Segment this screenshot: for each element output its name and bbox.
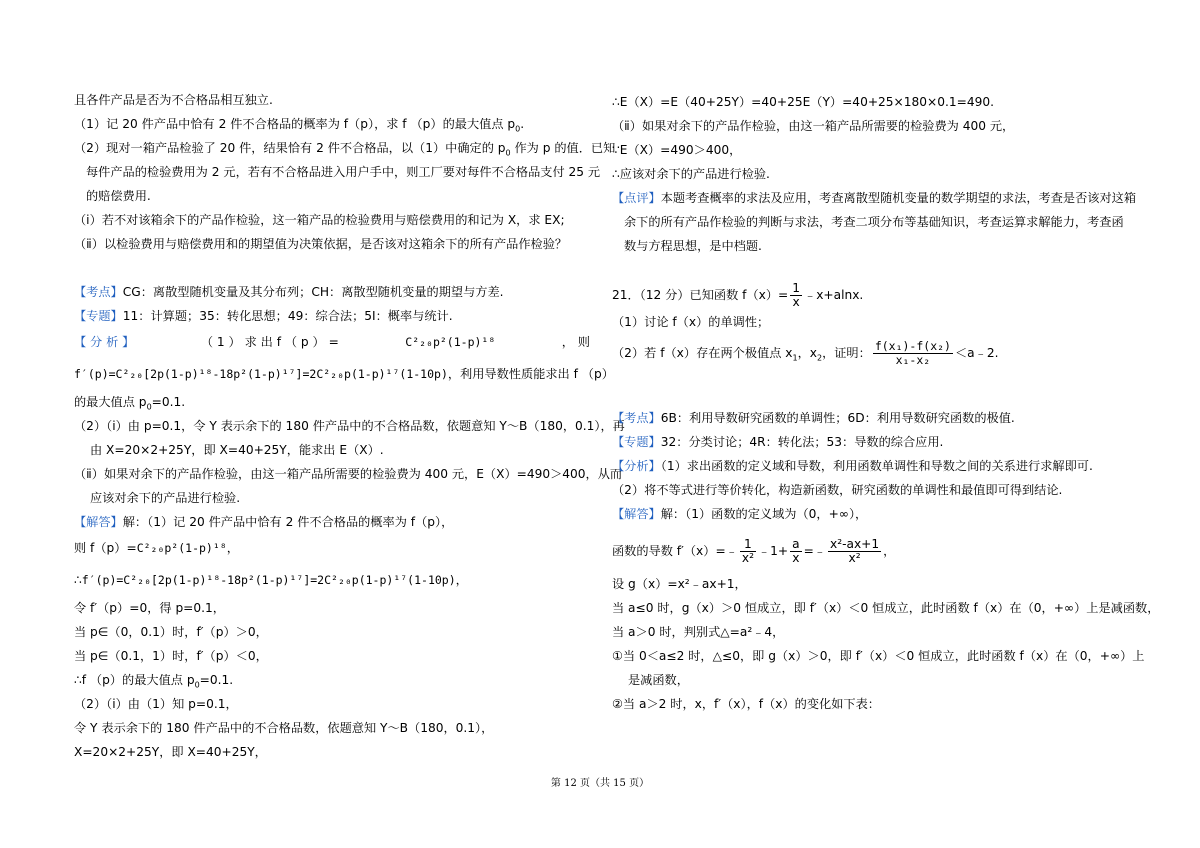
fenxi-line: 【 分 析 】 （ 1 ） 求 出 f （ p ） = C²₂₀p²(1-p)¹⁸ ， 则 bbox=[74, 335, 590, 349]
jieda-step: 是减函数， bbox=[628, 673, 689, 687]
jieda-step: 当 p∈（0.1，1）时，f′（p）＜0， bbox=[74, 649, 268, 663]
fraction: $\frac{\text{f(x₁)-f(x₂)}}{\text{x₁-x₂}}$ bbox=[874, 339, 951, 367]
jieda-probability: 则 f（p）=C²₂₀p²(1-p)¹⁸， bbox=[74, 541, 239, 555]
question-21-part-2: （2）若 f（x）存在两个极值点 $x_1$，$x_2$，证明： $\frac{\text{f(x₁)-f(x₂)}}{\text{x₁-x₂}}$ ＜a﹣2. bbox=[612, 339, 999, 367]
kaodian-line: 【考点】CG：离散型随机变量及其分布列；CH：离散型随机变量的期望与方差. bbox=[74, 285, 504, 299]
jieda-step: 当 a≤0 时，g（x）＞0 恒成立，即 f′（x）＜0 恒成立，此时函数 f（x）在（0，+∞）上是减函数， bbox=[612, 601, 1160, 615]
formula: f′(p)=C²₂₀[2p(1-p)¹⁸-18p²(1-p)¹⁷]=2C²₂₀p(1-p)¹⁷(1-10p) bbox=[81, 573, 456, 587]
solution-step: ∴应该对余下的产品进行检验. bbox=[612, 167, 770, 181]
jieda-step: ②当 a＞2 时，x，f′（x），f（x）的变化如下表： bbox=[612, 697, 880, 711]
jieda-line: 【解答】解：（1）记 20 件产品中恰有 2 件不合格品的概率为 f（p）， bbox=[74, 515, 454, 529]
jieda-step: 当 a＞0 时，判别式△=a²﹣4， bbox=[612, 625, 785, 639]
solution-step: ∵E（X）=490＞400， bbox=[612, 143, 742, 157]
fraction: $\frac{1}{\text{x²}}$ bbox=[741, 537, 754, 565]
formula: C²₂₀p²(1-p)¹⁸ bbox=[405, 335, 496, 349]
fenxi-part-2-cont: 由 X=20×2+25Y，即 X=40+25Y，能求出 E（X）. bbox=[90, 443, 384, 457]
jieda-step: 令 Y 表示余下的 180 件产品中的不合格品数，依题意知 Y～B（180，0.1）， bbox=[74, 721, 494, 735]
fenxi-tag: 【分析】 bbox=[612, 459, 661, 473]
fenxi-part-2-ii: （ⅱ）如果对余下的产品作检验，由这一箱产品所需要的检验费为 400 元，E（X）=490＞400，从而 bbox=[74, 467, 623, 481]
dianping-tag: 【点评】 bbox=[612, 191, 661, 205]
dianping-line: 【点评】本题考查概率的求法及应用，考查离散型随机变量的数学期望的求法，考查是否该对这箱 bbox=[612, 191, 1137, 205]
problem-part-1: （1）记 20 件产品中恰有 2 件不合格品的概率为 f（p），求 f （p）的最大值点 $p_0$. bbox=[74, 117, 525, 134]
kaodian-tag: 【考点】 bbox=[74, 285, 123, 299]
jieda-tag: 【解答】 bbox=[74, 515, 123, 529]
fenxi-derivative: f′(p)=C²₂₀[2p(1-p)¹⁸-18p²(1-p)¹⁷]=2C²₂₀p(1-p)¹⁷(1-10p)，利用导数性质能求出 f （p） bbox=[74, 367, 614, 381]
fenxi-part-2-ii-cont: 应该对余下的产品进行检验. bbox=[90, 491, 241, 505]
fraction: $\frac{1}{x}$ bbox=[792, 281, 801, 309]
dianping-cont: 数与方程思想，是中档题. bbox=[624, 239, 762, 253]
question-21: 21．（12 分）已知函数 f（x）= $\frac{1}{x}$ ﹣x+alnx. bbox=[612, 281, 864, 309]
jieda-step: ①当 0＜a≤2 时，△≤0，即 g（x）＞0，即 f′（x）＜0 恒成立，此时函数 f（x）在（0，+∞）上 bbox=[612, 649, 1145, 663]
jieda-step: （2）（i）由（1）知 p=0.1， bbox=[74, 697, 238, 711]
formula: C²₂₀p²(1-p)¹⁸ bbox=[136, 541, 227, 555]
problem-part-2-i: （i）若不对该箱余下的产品作检验，这一箱产品的检验费用与赔偿费用的和记为 X，求 EX; bbox=[74, 213, 565, 227]
fenxi-tag: 【 分 析 】 bbox=[74, 335, 135, 349]
jieda-tag: 【解答】 bbox=[612, 507, 661, 521]
solution-step: （ⅱ）如果对余下的产品作检验，由这一箱产品所需要的检验费为 400 元， bbox=[612, 119, 1015, 133]
zhuanti-line: 【专题】32：分类讨论；4R：转化法；53：导数的综合应用. bbox=[612, 435, 944, 449]
page-footer: 第 12 页（共 15 页） bbox=[550, 778, 650, 789]
jieda-step: X=20×2+25Y，即 X=40+25Y， bbox=[74, 745, 267, 759]
fraction: $\frac{a}{x}$ bbox=[792, 537, 800, 565]
jieda-derivative: 函数的导数 f′（x）=﹣ $\frac{1}{\text{x²}}$ ﹣1+ $\frac{a}{x}$ =﹣ $\frac{\text{x²-ax+1}}{\text{x²}}$ ， bbox=[612, 537, 896, 565]
jieda-step: 令 f′（p）=0，得 p=0.1， bbox=[74, 601, 225, 615]
problem-text: 且各件产品是否为不合格品相互独立. bbox=[74, 93, 273, 107]
jieda-line: 【解答】解：（1）函数的定义域为（0，+∞）， bbox=[612, 507, 868, 521]
fenxi-max-point: 的最大值点 $p_0=0.1$. bbox=[74, 395, 186, 412]
question-21-part-1: （1）讨论 f（x）的单调性； bbox=[612, 315, 770, 329]
dianping-cont: 余下的所有产品作检验的判断与求法，考查二项分布等基础知识，考查运算求解能力，考查函 bbox=[624, 215, 1124, 229]
fraction: $\frac{\text{x²-ax+1}}{\text{x²}}$ bbox=[830, 537, 880, 565]
problem-part-2-cont: 每件产品的检验费用为 2 元，若有不合格品进入用户手中，则工厂要对每件不合格品支付 25 元 bbox=[86, 165, 601, 179]
zhuanti-tag: 【专题】 bbox=[612, 435, 661, 449]
kaodian-tag: 【考点】 bbox=[612, 411, 661, 425]
fenxi-part-2: （2）（i）由 p=0.1，令 Y 表示余下的 180 件产品中的不合格品数，依题意知 Y～B（180，0.1），再 bbox=[74, 419, 625, 433]
problem-part-2-cont: 的赔偿费用. bbox=[86, 189, 151, 203]
zhuanti-tag: 【专题】 bbox=[74, 309, 123, 323]
fenxi-line: 【分析】（1）求出函数的定义域和导数，利用函数单调性和导数之间的关系进行求解即可. bbox=[612, 459, 1093, 473]
jieda-step: 当 p∈（0，0.1）时，f′（p）＞0， bbox=[74, 625, 268, 639]
solution-step: ∴E（X）=E（40+25Y）=40+25E（Y）=40+25×180×0.1=490. bbox=[612, 95, 994, 109]
zhuanti-line: 【专题】11：计算题；35：转化思想；49：综合法；5I：概率与统计. bbox=[74, 309, 453, 323]
problem-part-2: （2）现对一箱产品检验了 20 件，结果恰有 2 件不合格品，以（1）中确定的 $p_0$ 作为 p 的值．已知 bbox=[74, 141, 616, 158]
formula: f′(p)=C²₂₀[2p(1-p)¹⁸-18p²(1-p)¹⁷]=2C²₂₀p(1-p)¹⁷(1-10p) bbox=[74, 367, 448, 381]
kaodian-line: 【考点】6B：利用导数研究函数的单调性；6D：利用导数研究函数的极值. bbox=[612, 411, 1015, 425]
fenxi-cont: （2）将不等式进行等价转化，构造新函数，研究函数的单调性和最值即可得到结论. bbox=[612, 483, 1063, 497]
problem-part-2-ii: （ⅱ）以检验费用与赔偿费用和的期望值为决策依据，是否该对这箱余下的所有产品作检验？ bbox=[74, 237, 568, 251]
jieda-derivative: ∴f′(p)=C²₂₀[2p(1-p)¹⁸-18p²(1-p)¹⁷]=2C²₂₀p(1-p)¹⁷(1-10p)， bbox=[74, 573, 468, 587]
jieda-step: ∴f （p）的最大值点 $p_0=0.1$. bbox=[74, 673, 234, 690]
jieda-step: 设 g（x）=x²﹣ax+1， bbox=[612, 577, 747, 591]
